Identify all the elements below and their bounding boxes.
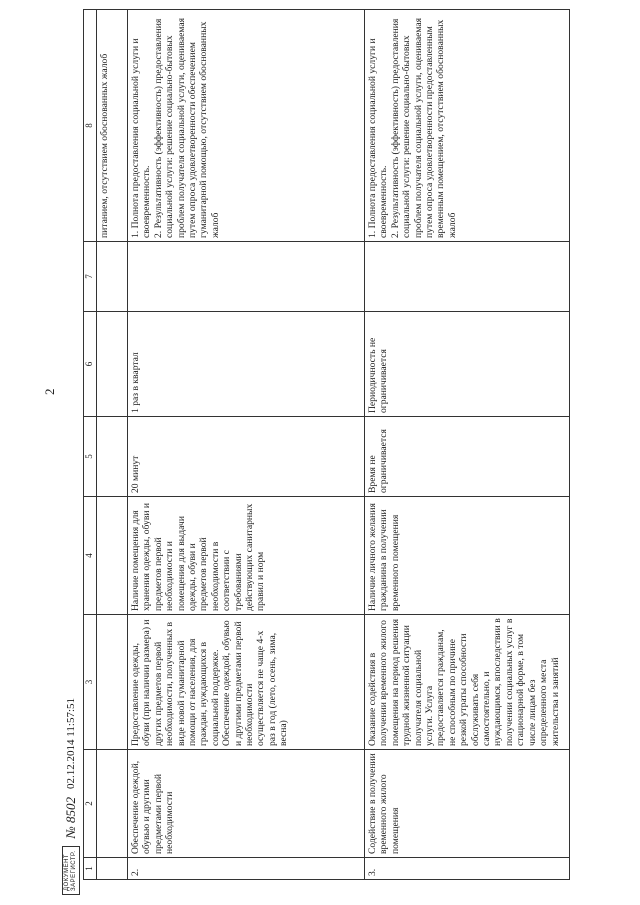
quality-line: 1. Полнота предоставления социальной услуги и своевременность.: [367, 38, 390, 238]
service-content: Оказание содействия в получении временного жилого помещения на период решения трудной жизненной ситуации получателя социальной услуги. Услуга предоставляется гражданам, не способным по причине резкой утраты способности обслуживать себя самостоятельно, и нуждающимся, впоследствии в получении социальных услуг в стационарной форме, в том числе лицам без определенного места жительства и занятий: [365, 615, 570, 750]
service-periodicity: Периодичность не ограничивается: [365, 312, 570, 417]
column-number-row: [84, 10, 97, 880]
service-term: Время не ограничивается: [365, 417, 570, 497]
registration-datetime: 02.12.2014 11:57:51: [65, 697, 77, 789]
row-number: 2.: [128, 858, 365, 880]
service-unit: [365, 242, 570, 312]
service-name: Содействие в получении временного жилого помещения: [365, 750, 570, 858]
services-table: [83, 9, 570, 880]
table-row: [128, 10, 365, 880]
table-cell: [97, 858, 128, 880]
rotated-table-wrapper: [83, 10, 570, 880]
registration-number: № 8502: [63, 796, 78, 839]
row-number: 3.: [365, 858, 570, 880]
service-content: Предоставление одежды, обуви (при наличии размера) и других предметов первой необходимости, полученных в виде новой гуманитарной помощи от населения, для граждан, нуждающихся в социальной поддержке. Обеспечение одеждой, обувью и другими предметами первой необходимости осуществляется не чаще 4-х раз в год (лето, осень, зима, весна): [128, 615, 365, 750]
service-name: Обеспечение одеждой, обувью и другими предметами первой необходимости: [128, 750, 365, 858]
quality-cell: питанием, отсутствием обоснованных жалоб: [97, 10, 128, 242]
service-periodicity: 1 раз в квартал: [128, 312, 365, 417]
registry-logo: [62, 846, 80, 895]
table-cell: [97, 242, 128, 312]
logo-line-2: ЗАРЕГИСТР.: [71, 850, 77, 891]
service-term: 20 минут: [128, 417, 365, 497]
column-header: 7: [84, 242, 97, 312]
column-header: 3: [84, 615, 97, 750]
page-number: 2: [42, 388, 57, 395]
quality-line: 2. Результативность (эффективность) предоставления социальной услуги: решение социально-бытовых проблем получателя социальной услуги, оцениваемая путем опроса удовлетворенности предоставленным временным помещением, отсутствием обоснованных жалоб: [389, 17, 458, 238]
service-conditions: Наличие личного желания гражданина в получении временного помещения: [365, 497, 570, 615]
registration-stamp: [62, 605, 80, 895]
table-row: [365, 10, 570, 880]
column-header: 5: [84, 417, 97, 497]
logo-line-1: ДОКУМЕНТ: [64, 853, 70, 891]
column-header: 8: [84, 10, 97, 242]
service-conditions: Наличие помещения для хранения одежды, обуви и предметов первой необходимости и помещения для выдачи одежды, обуви и предметов первой необходимости в соответствии с требованиями действующих санитарных правил и норм: [128, 497, 365, 615]
table-cell: [97, 750, 128, 858]
table-cell: [97, 312, 128, 417]
table-cell: [97, 615, 128, 750]
table-cell: [97, 497, 128, 615]
column-header: 1: [84, 858, 97, 880]
service-unit: [128, 242, 365, 312]
column-header: 6: [84, 312, 97, 417]
quality-cell: [365, 10, 570, 242]
column-header: 4: [84, 497, 97, 615]
table-cell: [97, 417, 128, 497]
column-header: 2: [84, 750, 97, 858]
quality-line: 1. Полнота предоставления социальной услуги и своевременность.: [130, 38, 153, 238]
quality-line: 2. Результативность (эффективность) предоставления социальной услуги: решение социально-бытовых проблем получателя социальной услуги, оцениваемая путем опроса удовлетворенности обеспечением гуманитарной помощью, отсутствием обоснованных жалоб: [152, 17, 221, 238]
quality-cell: [128, 10, 365, 242]
continuation-row: [97, 10, 128, 880]
